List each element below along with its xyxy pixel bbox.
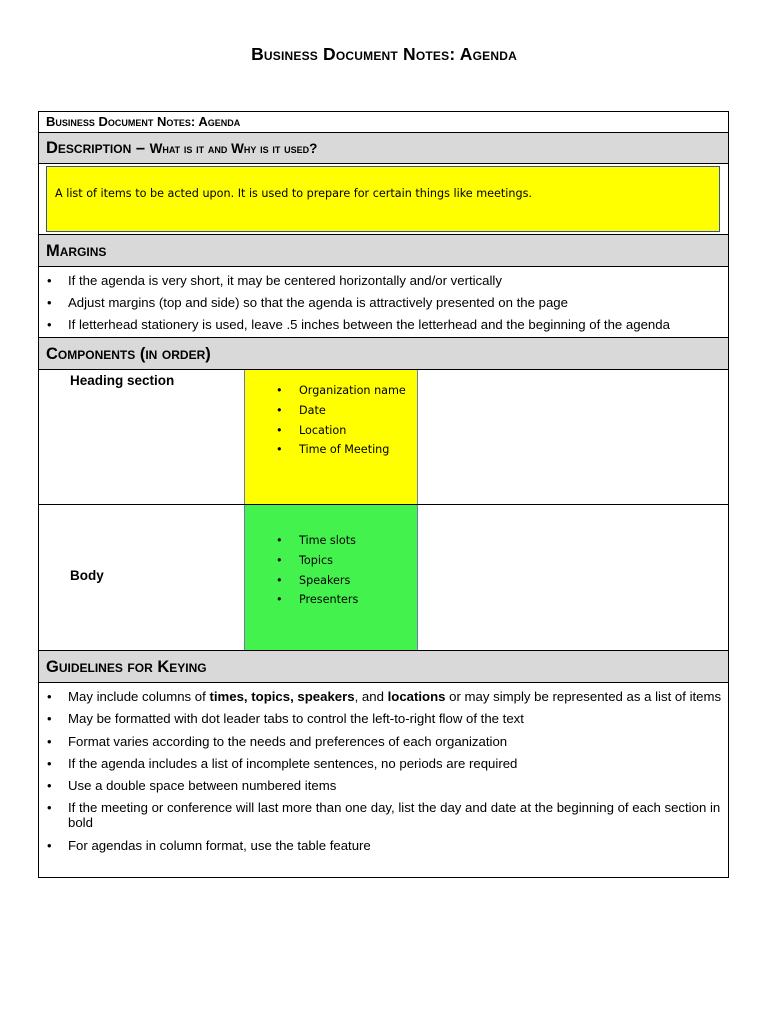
- component-items-list: [245, 381, 417, 460]
- table-title: Business Document Notes: Agenda: [39, 112, 728, 133]
- list-item: • Time slots: [245, 531, 417, 551]
- list-item: • Format varies according to the needs and preferences of each organization: [39, 734, 728, 749]
- list-item: • Presenters: [245, 590, 417, 610]
- empty-cell: [418, 370, 728, 504]
- guidelines-heading: [39, 651, 728, 683]
- list-item: • If the meeting or conference will last more than one day, list the day and date at the beginning of each section in bold: [39, 800, 728, 830]
- margins-list: [39, 273, 728, 332]
- components-heading-text: Components (in order): [46, 345, 211, 363]
- text-run: or may simply be represented as a list of items: [445, 689, 722, 704]
- list-item: • If the agenda is very short, it may be centered horizontally and/or vertically: [39, 273, 728, 288]
- list-item: • If letterhead stationery is used, leave .5 inches between the letterhead and the beginning of the agenda: [39, 317, 728, 332]
- text-run: , and: [354, 689, 388, 704]
- list-item: • Location: [245, 421, 417, 441]
- empty-cell: [418, 505, 728, 650]
- list-item: • Adjust margins (top and side) so that the agenda is attractively presented on the page: [39, 295, 728, 310]
- component-label: Body: [70, 568, 104, 583]
- component-label: Heading section: [70, 373, 175, 388]
- description-heading-main: Description –: [46, 139, 150, 157]
- components-heading: [39, 338, 728, 370]
- component-items-box: [244, 370, 418, 504]
- description-heading-sub: What is it and Why is it used?: [149, 141, 318, 156]
- components-row-heading-section: [39, 370, 728, 505]
- components-row-body: [39, 505, 728, 651]
- list-item: • If the agenda includes a list of incomplete sentences, no periods are required: [39, 756, 728, 771]
- margins-cell: [39, 267, 728, 338]
- bold-text-run: times, topics, speakers: [209, 689, 355, 704]
- list-item: • For agendas in column format, use the table feature: [39, 838, 728, 853]
- list-item: • Topics: [245, 551, 417, 571]
- description-heading: [39, 133, 728, 164]
- text-run: May include columns of: [68, 689, 210, 704]
- component-items-box: [244, 505, 418, 650]
- description-text: A list of items to be acted upon. It is used to prepare for certain things like meetings.: [55, 186, 532, 200]
- bold-text-run: locations: [387, 689, 446, 704]
- list-item: [39, 689, 728, 704]
- list-item: • Use a double space between numbered items: [39, 778, 728, 793]
- page-title: Business Document Notes: Agenda: [251, 44, 517, 64]
- margins-heading: [39, 235, 728, 267]
- list-item: • Date: [245, 401, 417, 421]
- list-item: • Organization name: [245, 381, 417, 401]
- list-item: • Time of Meeting: [245, 440, 417, 460]
- margins-heading-text: Margins: [46, 242, 107, 260]
- guidelines-heading-text: Guidelines for Keying: [46, 658, 207, 676]
- agenda-notes-table: [38, 111, 729, 878]
- component-items-list: [245, 531, 417, 610]
- guidelines-list: [39, 689, 728, 853]
- guidelines-cell: [39, 683, 728, 877]
- description-cell: [39, 164, 728, 235]
- description-highlight-box: [46, 166, 720, 232]
- list-item: • May be formatted with dot leader tabs to control the left-to-right flow of the text: [39, 711, 728, 726]
- list-item: • Speakers: [245, 571, 417, 591]
